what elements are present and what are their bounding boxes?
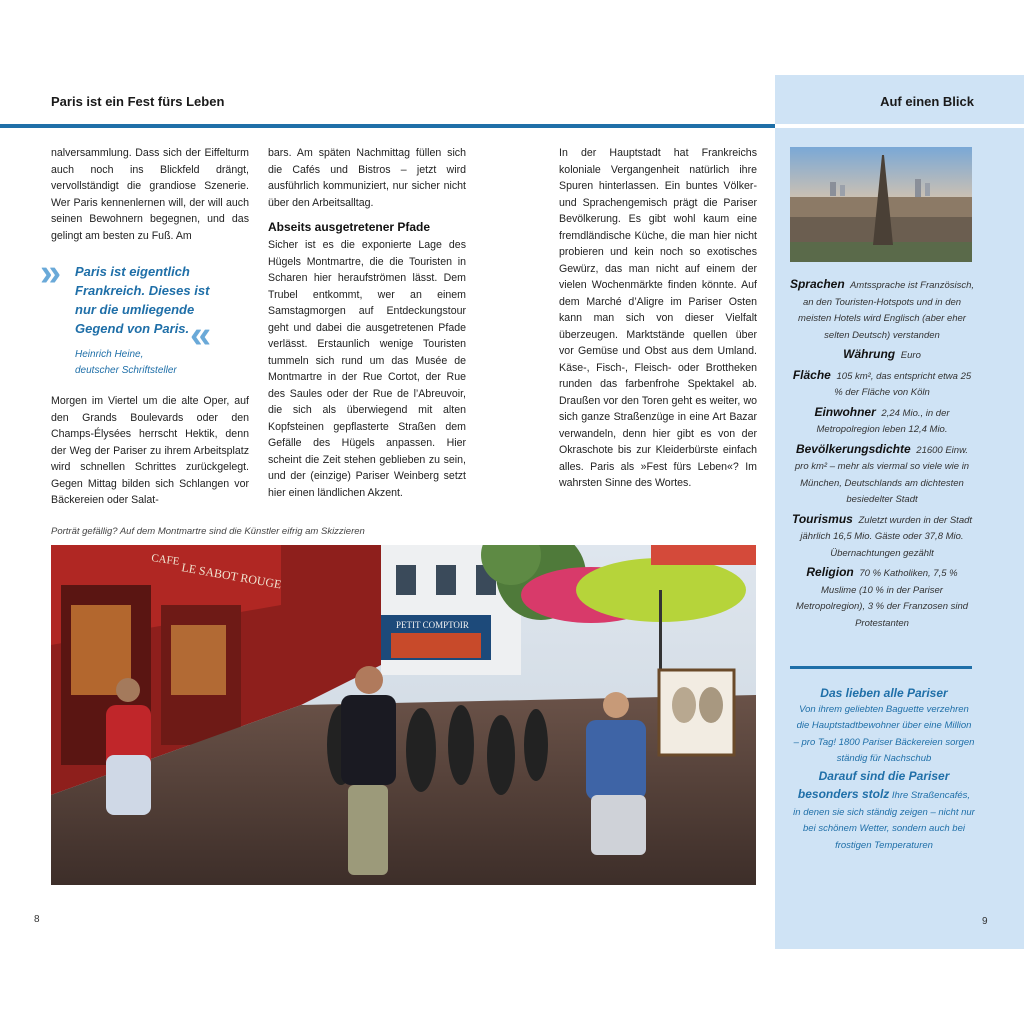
page-number-right: 9: [982, 916, 988, 927]
highlight-text: Von ihrem geliebten Baguette verzehren die Hauptstadtbewohner über eine Million – pro Tag! 1800 Pariser Bäckereien sorgen ständig für Nachschub: [793, 703, 975, 764]
fact-term: Religion: [806, 565, 854, 579]
paragraph: In der Hauptstadt hat Frankreichs koloniale Vergangenheit natürlich ihre Spuren hinterlassen. Ein buntes Völker- und Sprachengemisch prägt die Pariser Bevölkerung. Es gibt wohl kaum eine fremdländische Küche, die man hier nicht probieren und kein noch so exotisches Gewürz, das man nicht auf einem der vielen Wochenmärkte finden könnte. Auf dem Marché d’Aligre im Pariser Osten kann man sich von dieser Vielfalt überzeugen. Marktstände quellen über vor Gemüse und Obst aus dem Umland. Käse-, Fisch-, Fleisch- oder Brottheken runden das farbenfrohe Spektakel ab. Draußen vor den Toren geht es weiter, wo sich ganze Straßenzüge in eine Art Bazar verwandeln, denn hier gibt es von der Okraschote bis zur Kleiderbürste einfach alles. Paris als »Fest fürs Leben«? Im wahrsten Sinne des Wortes.: [559, 147, 757, 489]
fact-term: Bevölkerungsdichte: [795, 441, 911, 456]
fact-bevoelkerungsdichte: [788, 441, 976, 509]
fact-term: Währung: [843, 347, 896, 361]
highlight-block: [793, 768, 975, 855]
fact-term: Fläche: [792, 367, 831, 382]
fact-text: 2,24 Mio., in der Metropolregion leben 12,4 Mio.: [816, 407, 950, 435]
fact-text: Euro: [900, 350, 921, 361]
fact-term: Einwohner: [814, 404, 876, 419]
section-heading: Abseits ausgetretener Pfade: [268, 220, 431, 234]
paragraph: Sicher ist es die exponierte Lage des Hügels Montmartre, die die Touristen in Scharen hier heraufströmen lässt. Dem Trubel entkommt, wer an einem Samstagmorgen auf Entdeckungstour geht und dabei die ausgetretenen Pfade verlässt. Erstaunlich wenige Touristen tummeln sich rund um das Musée de Montmartre in der Rue Cortot, der Rue des Saules oder der Rue de l’Abreuvoir, die sich als überwiegend mit alten Kopfsteinen gepflasterte Straßen dem Gefälle des Hügels anpassen. Hier scheint die Zeit stehen geblieben zu sein, und der (einzige) Pariser Weinberg setzt hier einen ländlichen Akzent.: [268, 239, 466, 499]
body-column-3: [559, 145, 757, 492]
quote-text: Paris ist eigentlich Frankreich. Dieses ist nur die umliegende Gegend von Paris.: [75, 264, 210, 336]
fact-text: 21600 Einw. pro km² – mehr als viermal so viele wie in München, Deutschlands am dichtesten besiedelter Stadt: [794, 444, 970, 505]
pariser-highlights: [793, 685, 975, 854]
paris-skyline-photo: [790, 147, 972, 262]
header-divider: [0, 124, 775, 128]
fact-religion: [788, 564, 976, 632]
facts-list: [788, 276, 976, 634]
quote-author-name: Heinrich Heine,: [75, 349, 144, 360]
fact-text: Zuletzt wurden in der Stadt jährlich 16,5 Mio. Gäste oder 37,8 Mio. Übernachtungen gezählt: [800, 514, 973, 559]
body-column-1-top: [51, 145, 249, 244]
fact-einwohner: [788, 404, 976, 439]
quote-open-icon: »: [40, 252, 62, 294]
quote-close-icon: «: [190, 314, 212, 356]
fact-text: Amtssprache ist Französisch, an den Touristen-Hotspots und in den meisten Hotels wird Englisch (aber eher selten Deutsch) verstanden: [798, 280, 975, 341]
fact-tourismus: [788, 511, 976, 563]
page-number-left: 8: [34, 914, 40, 925]
fact-term: Sprachen: [789, 277, 845, 291]
sidebar-title: Auf einen Blick: [880, 94, 974, 109]
highlight-heading: Darauf sind die Pariser besonders stolz: [797, 768, 950, 801]
fact-term: Tourismus: [791, 511, 853, 526]
paragraph: bars. Am späten Nachmittag füllen sich die Cafés und Bistros – jetzt wird ausführlich kommuniziert, nur sicher nicht über den Arbeitsalltag.: [268, 147, 466, 209]
page-header-title: Paris ist ein Fest fürs Leben: [51, 94, 225, 109]
montmartre-photo: [51, 545, 756, 885]
facts-divider: [790, 666, 972, 669]
paragraph: Morgen im Viertel um die alte Oper, auf den Grands Boulevards oder den Champs-Élysées herrscht Hektik, denn der Weg der Pariser zu ihrem Arbeitsplatz wird schnellen Schrittes zurückgelegt. Gegen Mittag bilden sich Schlangen vor Bäckereien oder Salat-: [51, 395, 249, 506]
petit-comptoir-sign: PETIT COMPTOIR: [396, 620, 469, 630]
quote-author-role: deutscher Schriftsteller: [75, 365, 177, 376]
fact-waehrung: [788, 346, 976, 365]
fact-text: 70 % Katholiken, 7,5 % Muslime (10 % in der Pariser Metropolregion), 3 % der Franzosen sind Protestanten: [795, 568, 969, 629]
sabot-rouge-sign: LE SABOT ROUGE: [180, 560, 283, 592]
highlight-heading: Das lieben alle Pariser: [820, 686, 948, 700]
highlight-text: Ihre Straßencafés, in denen sie sich ständig zeigen – nicht nur bei schönem Wetter, sondern auch bei frostigen Temperaturen: [793, 790, 975, 851]
body-column-1-bottom: [51, 393, 249, 509]
fact-flaeche: [788, 367, 976, 402]
sidebar-divider: [775, 124, 1024, 128]
photo-caption: Porträt gefällig? Auf dem Montmartre sind die Künstler eifrig am Skizzieren: [51, 526, 365, 537]
quote-author: [75, 347, 177, 379]
paragraph: nalversammlung. Dass sich der Eiffelturm auch noch ins Blickfeld drängt, vervollständigt die grandiose Szenerie. Wer Paris kennenlernen will, der will auch seinen Bewohnern begegnen, und das gelingt am besten zu Fuß. Am: [51, 147, 249, 242]
body-column-2: [268, 145, 466, 501]
fact-sprachen: [788, 276, 976, 344]
cafe-sign: CAFE: [150, 552, 181, 568]
highlight-block: [793, 685, 975, 768]
fact-text: 105 km², das entspricht etwa 25 % der Fläche von Köln: [834, 370, 972, 398]
